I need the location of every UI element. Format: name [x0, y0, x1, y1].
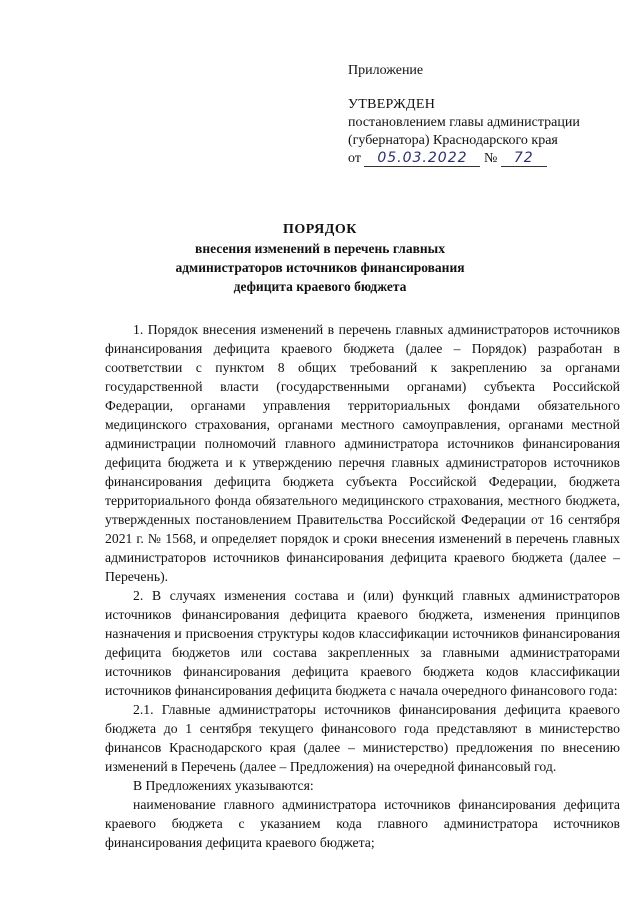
handwritten-date: 05.03.2022 — [364, 150, 480, 167]
approved-by-line-2: (губернатора) Краснодарского края — [348, 133, 558, 148]
paragraph-2-1: 2.1. Главные администраторы источников финансирования дефицита краевого бюджета до 1 сентября текущего финансового года представляют в министерство финансов Краснодарского края (далее – министерство) предложения по внесению изменений в Перечень (далее – Предложения) на очередной финансовый год. — [105, 702, 620, 774]
approval-stamp-block — [348, 62, 618, 168]
from-label: от — [348, 151, 361, 166]
title-line-3: дефицита краевого бюджета — [233, 279, 407, 294]
document-body — [105, 320, 620, 852]
title-line-2: администраторов источников финансирования — [175, 260, 465, 275]
number-label: № — [483, 151, 498, 166]
approved-label: УТВЕРЖДЕН — [348, 97, 436, 112]
paragraph-2: 2. В случаях изменения состава и (или) функций главных администраторов источников финансирования дефицита краевого бюджета, изменения принципов назначения и присвоения структуры кодов классификации источников финансирования дефицита бюджетов или состава закрепленных за главными администраторами источников финансирования дефицита краевого бюджета кодов классификации источников финансирования дефицита бюджета с начала очередного финансового года: — [105, 588, 620, 698]
title-main: ПОРЯДОК — [283, 222, 357, 237]
appendix-label: Приложение — [348, 63, 424, 78]
paragraph-1: 1. Порядок внесения изменений в перечень главных администраторов источников финансирования дефицита краевого бюджета (далее – Порядок) разработан в соответствии с пунктом 8 общих требований к закреплению за органами государственной власти (государственными органами) субъекта Российской Федерации, органами управления территориальных фондами обязательного медицинского страхования, органами местного самоуправления, органами местной администрации полномочий главного администратора источников финансирования дефицита бюджета и к утверждению перечня главных администраторов источников финансирования дефицита бюджета субъекта Российской Федерации, бюджета территориального фонда обязательного медицинского страхования, местного бюджета, утвержденных постановлением Правительства Российской Федерации от 16 сентября 2021 г. № 1568, и определяет порядок и сроки внесения изменений в перечень главных администраторов источников финансирования дефицита краевого бюджета (далее – Перечень). — [105, 322, 620, 584]
date-number-line — [348, 150, 618, 168]
paragraph-proposals-intro: В Предложениях указываются: — [133, 778, 314, 793]
title-line-1: внесения изменений в перечень главных — [195, 241, 445, 256]
document-title — [150, 220, 490, 296]
paragraph-proposals-item: наименование главного администратора источников финансирования дефицита краевого бюджета с указанием кода главного администратора источников финансирования дефицита краевого бюджета; — [105, 797, 620, 850]
handwritten-number: 72 — [501, 150, 547, 167]
approved-by-line-1: постановлением главы администрации — [348, 115, 580, 130]
